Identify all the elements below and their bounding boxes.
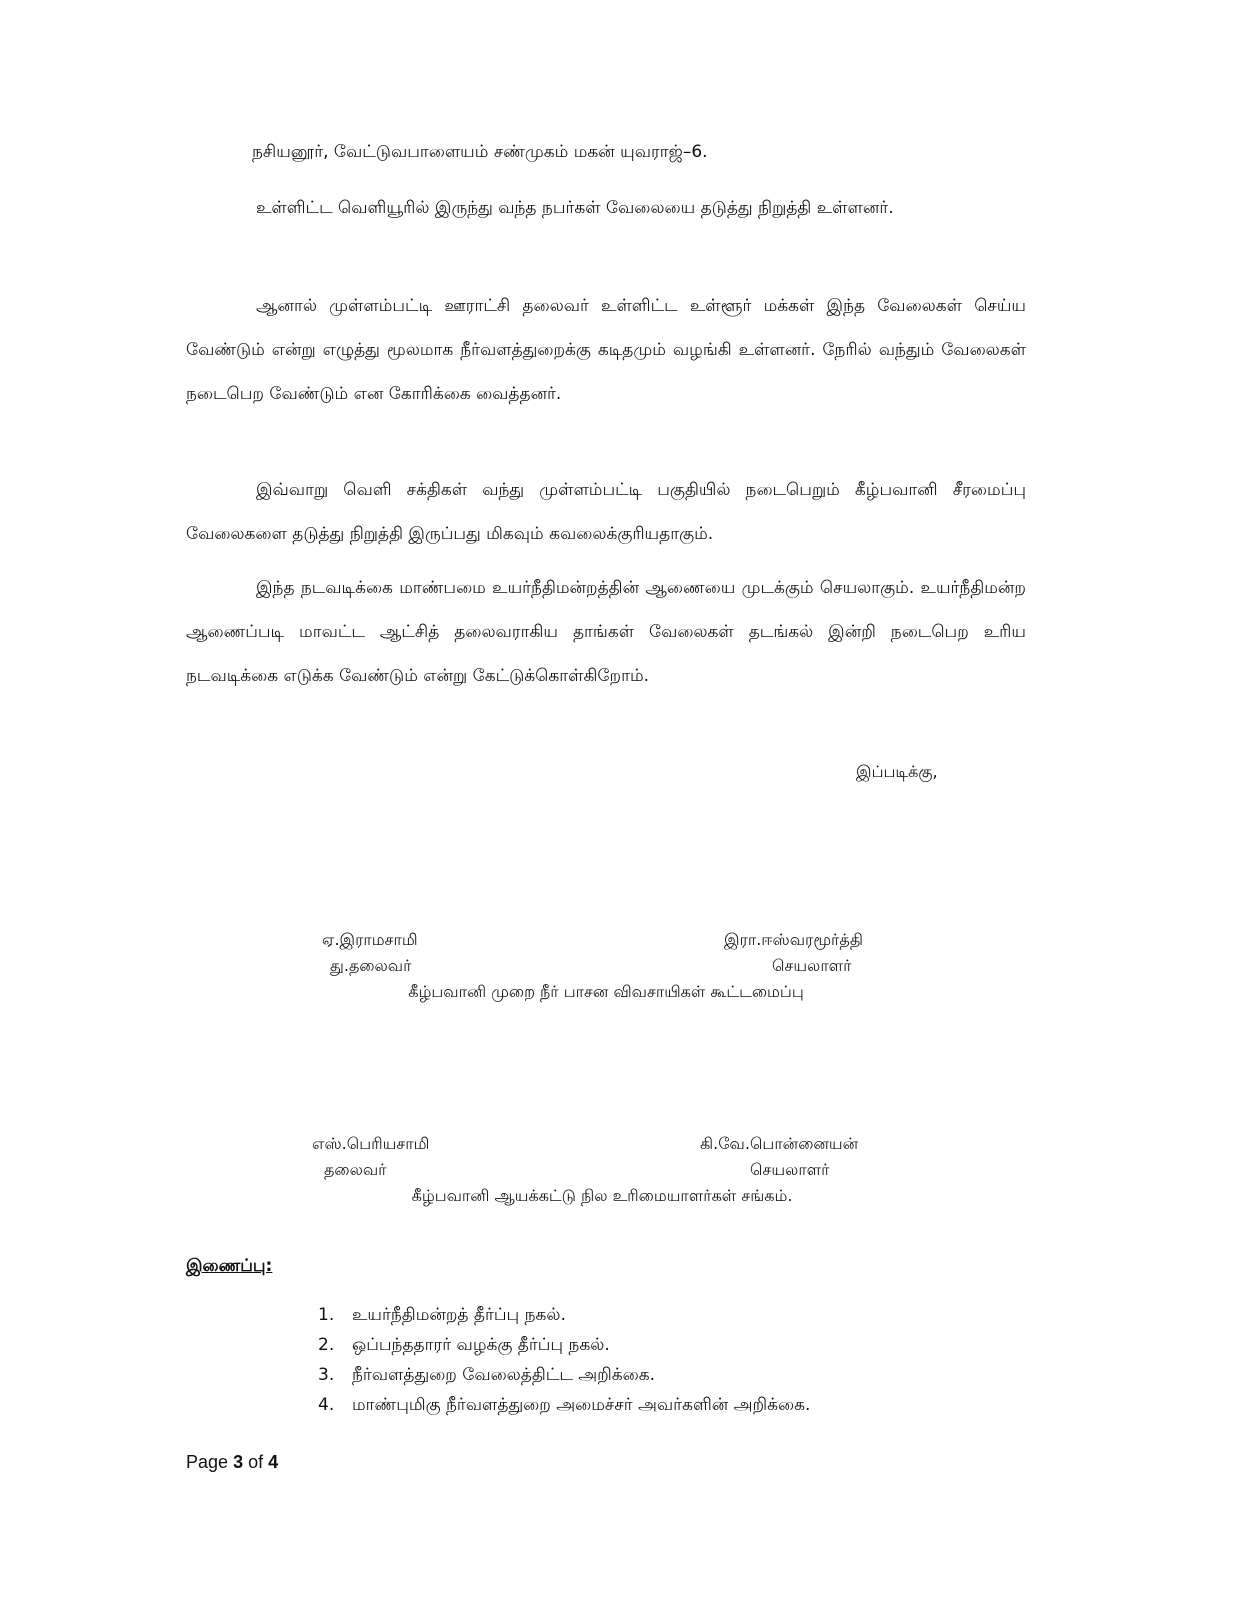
paragraph-3: இவ்வாறு வெளி சக்திகள் வந்து முள்ளம்பட்டி பகுதியில் நடைபெறும் கீழ்பவானி சீரமைப்பு வேலைகளை தடுத்து நிறுத்தி இருப்பது மிகவும் கவலைக்குரியதாகும். [186,480,1026,544]
page-footer [186,1452,278,1473]
list-item-text: ஒப்பந்ததாரர் வழக்கு தீர்ப்பு நகல். [352,1335,610,1355]
paragraph-continuation: நசியனூர், வேட்டுவபாளையம் சண்முகம் மகன் யுவராஜ்–6. [252,142,708,162]
page-of: of [248,1452,264,1472]
paragraph-1: உள்ளிட்ட வெளியூரில் இருந்து வந்த நபர்கள் வேலையை தடுத்து நிறுத்தி உள்ளனர். [256,198,894,218]
list-item-number: 4. [318,1395,335,1415]
signatory-4-title: செயலாளர் [750,1160,830,1179]
attachments-heading: இணைப்பு: [186,1256,273,1276]
organization-2: கீழ்பவானி ஆயக்கட்டு நில உரிமையாளர்கள் சங்கம். [411,1186,793,1205]
closing-text: இப்படிக்கு, [856,762,938,781]
paragraph-2: ஆனால் முள்ளம்பட்டி ஊராட்சி தலைவர் உள்ளிட்ட உள்ளூர் மக்கள் இந்த வேலைகள் செய்ய வேண்டும் என்று எழுத்து மூலமாக நீர்வளத்துறைக்கு கடிதமும் வழங்கி உள்ளனர். நேரில் வந்தும் வேலைகள் நடைபெற வேண்டும் என கோரிக்கை வைத்தனர். [186,296,1026,404]
list-item-text: உயர்நீதிமன்றத் தீர்ப்பு நகல். [352,1305,566,1325]
signatory-3-title: தலைவர் [324,1160,387,1179]
signatory-1-name: ஏ.இராமசாமி [322,930,418,949]
signatory-1-title: து.தலைவர் [330,956,412,975]
list-item-text: நீர்வளத்துறை வேலைத்திட்ட அறிக்கை. [352,1365,656,1385]
list-item-text: மாண்புமிகு நீர்வளத்துறை அமைச்சர் அவர்களின் அறிக்கை. [352,1395,811,1415]
list-item-number: 1. [318,1305,335,1325]
list-item [318,1330,810,1360]
list-item-number: 3. [318,1365,335,1385]
page-label: Page [186,1452,229,1472]
signatory-4-name: கி.வே.பொன்னையன் [700,1134,859,1153]
page-current: 3 [233,1452,244,1472]
list-item [318,1300,810,1330]
signatory-2-name: இரா.ஈஸ்வரமூர்த்தி [724,930,863,949]
list-item-number: 2. [318,1335,335,1355]
page-total: 4 [268,1452,279,1472]
list-item [318,1390,810,1420]
attachments-list [318,1300,810,1420]
signatory-3-name: எஸ்.பெரியசாமி [312,1134,430,1153]
list-item [318,1360,810,1390]
signatory-2-title: செயலாளர் [772,956,852,975]
paragraph-4: இந்த நடவடிக்கை மாண்பமை உயர்நீதிமன்றத்தின் ஆணையை முடக்கும் செயலாகும். உயர்நீதிமன்ற ஆணைப்படி மாவட்ட ஆட்சித் தலைவராகிய தாங்கள் வேலைகள் தடங்கல் இன்றி நடைபெற உரிய நடவடிக்கை எடுக்க வேண்டும் என்று கேட்டுக்கொள்கிறோம். [186,578,1026,686]
organization-1: கீழ்பவானி முறை நீர் பாசன விவசாயிகள் கூட்டமைப்பு [408,982,804,1001]
